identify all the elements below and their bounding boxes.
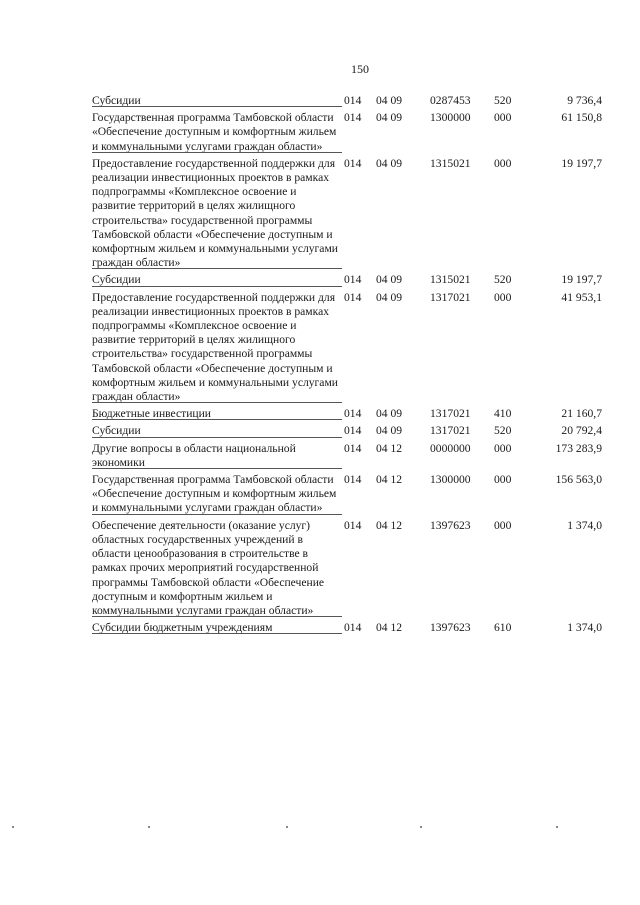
amount: 1 374,0 (567, 518, 602, 532)
page-number: 150 (351, 62, 369, 76)
scan-marks (0, 826, 640, 830)
target-article-code: 1315021 (430, 273, 471, 287)
expense-type-code: 520 (494, 273, 512, 287)
amount: 19 197,7 (561, 273, 602, 287)
row-description: Государственная программа Тамбовской области «Обеспечение доступным и комфортным жильем и коммунальными услугами граждан области» (92, 473, 337, 515)
expense-type-code: 000 (494, 473, 512, 487)
row-divider (92, 402, 342, 403)
row-description: Субсидии бюджетным учреждениям (92, 621, 273, 635)
section-code: 04 09 (376, 290, 403, 304)
row-divider (92, 152, 342, 153)
admin-code: 014 (344, 407, 362, 421)
row-divider (92, 268, 342, 269)
target-article-code: 1317021 (430, 424, 471, 438)
table-row (92, 273, 602, 290)
amount: 21 160,7 (561, 407, 602, 421)
row-description: Предоставление государственной поддержки для реализации инвестиционных проектов в рамках подпрограммы «Комплексное освоение и развитие территорий в целях жилищного строительства» государственной программы Тамбовской области «Обеспечение доступным и комфортным жильем и коммунальными услугами граждан области» (92, 156, 338, 270)
target-article-code: 1397623 (430, 621, 471, 635)
amount: 156 563,0 (555, 473, 602, 487)
table-row (92, 94, 602, 111)
target-article-code: 1317021 (430, 290, 471, 304)
admin-code: 014 (344, 621, 362, 635)
section-code: 04 09 (376, 156, 403, 170)
section-code: 04 09 (376, 273, 403, 287)
target-article-code: 0287453 (430, 94, 471, 107)
section-code: 04 12 (376, 518, 403, 532)
row-description: Государственная программа Тамбовской области «Обеспечение доступным и комфортным жильем и коммунальными услугами граждан области» (92, 111, 337, 153)
target-article-code: 1397623 (430, 518, 471, 532)
budget-table (92, 94, 602, 638)
expense-type-code: 410 (494, 407, 512, 421)
row-description: Бюджетные инвестиции (92, 407, 212, 421)
row-divider (92, 633, 342, 634)
row-divider (92, 419, 342, 420)
table-row (92, 519, 602, 621)
admin-code: 014 (344, 273, 362, 287)
table-row (92, 424, 602, 441)
expense-type-code: 000 (494, 441, 512, 455)
amount: 20 792,4 (561, 424, 602, 438)
expense-type-code: 000 (494, 290, 512, 304)
expense-type-code: 520 (494, 94, 512, 107)
table-row (92, 157, 602, 274)
admin-code: 014 (344, 290, 362, 304)
row-description: Другие вопросы в области национальной экономики (92, 441, 296, 469)
section-code: 04 12 (376, 441, 403, 455)
section-code: 04 12 (376, 621, 403, 635)
admin-code: 014 (344, 473, 362, 487)
expense-type-code: 000 (494, 156, 512, 170)
admin-code: 014 (344, 424, 362, 438)
admin-code: 014 (344, 156, 362, 170)
amount: 19 197,7 (561, 156, 602, 170)
row-description: Предоставление государственной поддержки для реализации инвестиционных проектов в рамках подпрограммы «Комплексное освоение и развитие территорий в целях жилищного строительства» государственной программы Тамбовской области «Обеспечение доступным и комфортным жильем и коммунальными услугами граждан области» (92, 290, 338, 404)
table-row (92, 621, 602, 638)
admin-code: 014 (344, 94, 362, 107)
table-row (92, 473, 602, 519)
row-divider (92, 514, 342, 515)
target-article-code: 1300000 (430, 111, 471, 125)
row-description: Субсидии (92, 273, 141, 287)
table-row (92, 111, 602, 157)
target-article-code: 1317021 (430, 407, 471, 421)
table-row (92, 291, 602, 408)
table-row (92, 407, 602, 424)
admin-code: 014 (344, 441, 362, 455)
expense-type-code: 610 (494, 621, 512, 635)
amount: 1 374,0 (567, 621, 602, 635)
section-code: 04 09 (376, 111, 403, 125)
target-article-code: 1315021 (430, 156, 471, 170)
target-article-code: 1300000 (430, 473, 471, 487)
row-divider (92, 468, 342, 469)
expense-type-code: 000 (494, 111, 512, 125)
amount: 9 736,4 (567, 94, 602, 107)
row-divider (92, 616, 342, 617)
section-code: 04 12 (376, 473, 403, 487)
amount: 61 150,8 (561, 111, 602, 125)
row-divider (92, 106, 342, 107)
row-divider (92, 286, 342, 287)
row-description: Субсидии (92, 94, 141, 107)
section-code: 04 09 (376, 407, 403, 421)
expense-type-code: 000 (494, 518, 512, 532)
admin-code: 014 (344, 518, 362, 532)
section-code: 04 09 (376, 424, 403, 438)
row-divider (92, 437, 342, 438)
row-description: Обеспечение деятельности (оказание услуг) областных государственных учреждений в области ценообразования в строительстве в рамках прочих мероприятий государственной программы Тамбовской области «Обеспечение доступным и комфортным жильем и коммунальными услугами граждан области» (92, 518, 325, 617)
amount: 173 283,9 (555, 441, 602, 455)
table-row (92, 442, 602, 473)
admin-code: 014 (344, 111, 362, 125)
row-description: Субсидии (92, 424, 141, 438)
section-code: 04 09 (376, 94, 403, 107)
target-article-code: 0000000 (430, 441, 471, 455)
amount: 41 953,1 (561, 290, 602, 304)
expense-type-code: 520 (494, 424, 512, 438)
